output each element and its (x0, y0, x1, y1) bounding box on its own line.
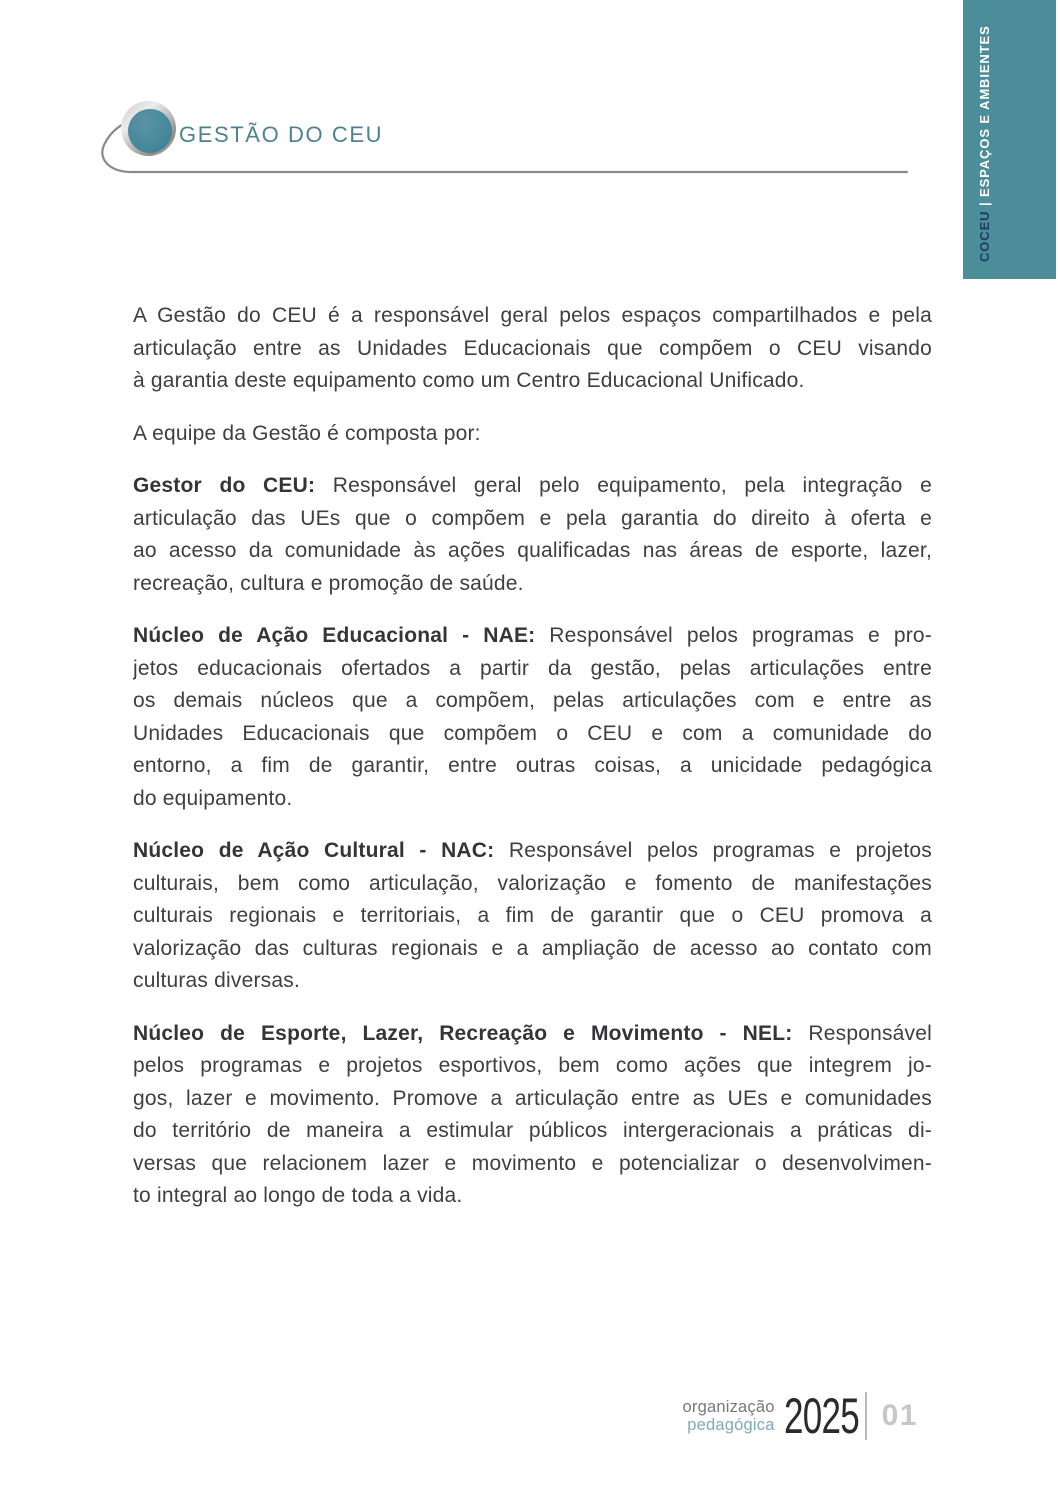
page-title: GESTÃO DO CEU (179, 122, 384, 147)
paragraph (133, 300, 932, 398)
paragraph-line: versas que relacionem lazer e movimento e potencializar o desenvolvimen- (133, 1151, 932, 1175)
paragraph-line: to integral ao longo de toda a vida. (133, 1184, 463, 1207)
body-paragraphs (133, 300, 932, 1233)
paragraph-line: culturais, bem como articulação, valorização e fomento de manifestações (133, 871, 932, 895)
footer-labels (683, 1398, 775, 1435)
section-tab-rest: | ESPAÇOS E AMBIENTES (977, 25, 992, 207)
paragraph-line: gos, lazer e movimento. Promove a articulação entre as UEs e comunidades (133, 1086, 932, 1110)
paragraph-line: Unidades Educacionais que compõem o CEU e com a comunidade do (133, 721, 932, 745)
paragraph-line: Núcleo de Esporte, Lazer, Recreação e Movimento - NEL: Responsável (133, 1021, 932, 1045)
paragraph-line: articulação entre as Unidades Educacionais que compõem o CEU visando (133, 336, 932, 360)
section-tab-label (977, 25, 992, 262)
paragraph-line: recreação, cultura e promoção de saúde. (133, 571, 524, 595)
paragraph-lead: Núcleo de Ação Educacional - NAE: (133, 624, 536, 647)
paragraph-line: do equipamento. (133, 786, 293, 810)
paragraph-line: pelos programas e projetos esportivos, bem como ações que integrem jo- (133, 1054, 932, 1077)
paragraph-line: à garantia deste equipamento como um Centro Educacional Unificado. (133, 369, 805, 392)
paragraph-line: do território de maneira a estimular públicos intergeracionais a práticas di- (133, 1119, 932, 1142)
paragraph-line: Núcleo de Ação Educacional - NAE: Responsável pelos programas e pro- (133, 624, 932, 647)
paragraph-lead: Gestor do CEU: (133, 474, 316, 497)
paragraph-lead: Núcleo de Esporte, Lazer, Recreação e Movimento - NEL: (133, 1021, 793, 1045)
paragraph-lead: Núcleo de Ação Cultural - NAC: (133, 839, 495, 862)
footer-year-wrap (784, 1390, 863, 1442)
section-tab-coceu: COCEU (977, 206, 992, 262)
ceu-bullet-icon (128, 109, 172, 153)
paragraph-line: jetos educacionais ofertados a partir da gestão, pelas articulações entre (133, 656, 932, 680)
paragraph-line: entorno, a fim de garantir, entre outras coisas, a unicidade pedagógica (133, 754, 932, 777)
paragraph-line: ao acesso da comunidade às ações qualificadas nas áreas de esporte, lazer, (133, 539, 932, 562)
footer-divider (865, 1392, 867, 1440)
paragraph-line: A equipe da Gestão é composta por: (133, 421, 481, 445)
paragraph (133, 620, 932, 815)
footer-year: 2025 (783, 1388, 859, 1444)
paragraph (133, 418, 932, 451)
footer (683, 1390, 918, 1442)
footer-label-line1: organização (682, 1397, 775, 1416)
page-number: 01 (881, 1399, 918, 1432)
header-rule (0, 0, 940, 200)
paragraph-line: culturais regionais e territoriais, a fim de garantir que o CEU promova a (133, 904, 932, 927)
paragraph (133, 835, 932, 998)
paragraph-line: valorização das culturas regionais e a ampliação de acesso ao contato com (133, 936, 932, 960)
paragraph-line: A Gestão do CEU é a responsável geral pelos espaços compartilhados e pela (133, 304, 932, 327)
paragraph (133, 470, 932, 600)
paragraph-line: os demais núcleos que a compõem, pelas articulações com e entre as (133, 689, 932, 712)
paragraph-line: Gestor do CEU: Responsável geral pelo equipamento, pela integração e (133, 474, 932, 497)
section-tab (963, 0, 1056, 279)
paragraph (133, 1018, 932, 1213)
footer-label-line2: pedagógica (687, 1416, 775, 1434)
paragraph-line: Núcleo de Ação Cultural - NAC: Responsável pelos programas e projetos (133, 839, 932, 862)
paragraph-line: culturas diversas. (133, 969, 300, 992)
paragraph-line: articulação das UEs que o compõem e pela garantia do direito à oferta e (133, 506, 932, 530)
